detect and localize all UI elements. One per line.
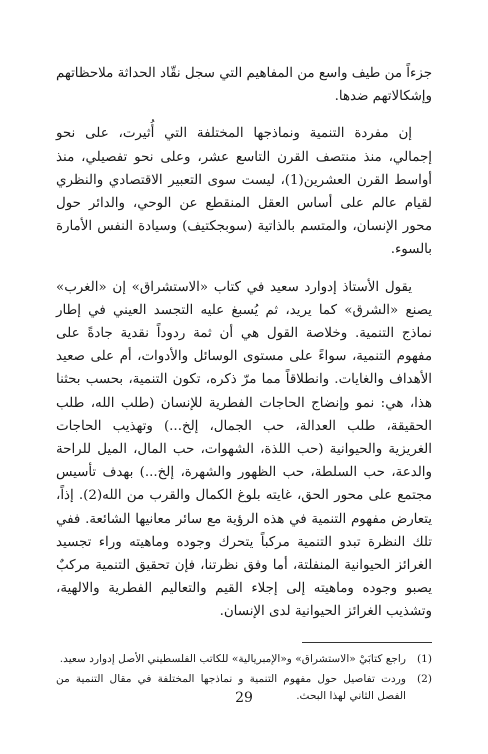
footnote-text: راجع كتابَيْ «الاستشراق» و«الإمبريالية» للكاتب الفلسطيني الأصل إدوارد سعيد. [59,652,406,665]
page-number: 29 [235,690,253,706]
paragraph-orientalism: يقول الأستاذ إدوارد سعيد في كتاب «الاستشراق» إن «الغرب» يصنع «الشرق» كما يريد، ثم يُسبغ عليه التجسد العيني في إطار نماذج التنمية. وخلاصة القول هي أن ثمة ردوداً نقدية جادةً على مفهوم التنمية، سواءً على مستوى الوسائل والأدوات، أم على صعيد الأهداف والغايات. وانطلاقاً مما مرّ ذكره، تكون التنمية، بحسب بحثنا هذا، هي: نمو وإنضاج الحاجات الفطرية للإنسان (طلب الله، طلب الحقيقة، طلب العدالة، حب الجمال، إلخ...) وتهذيب الحاجات الغريزية والحيوانية (حب اللذة، الشهوات، حب المال، الميل للراحة والدعة، حب السلطة، حب الظهور والشهرة، إلخ...) بهدف تأسيس مجتمع على محور الحق، غايته بلوغ الكمال والقرب من الله(2). إذاً، يتعارض مفهوم التنمية في هذه الرؤية مع سائر معانيها الشائعة. ففي تلك النظرة تبدو التنمية مركباً يتحرك وجوده وماهيته وراء تجسيد الغرائز الحيوانية المنفلتة، أما وفق نظرتنا، فإن تحقيق التنمية مركبٌ يصبو وجوده وماهيته إلى إجلاء القيم والتعاليم الفطرية والالهية، وتشذيب الغرائز الحيوانية لدى الإنسان. [56,279,432,620]
footnote-number: (1) [416,652,432,665]
footnote-separator [302,642,432,643]
footnote-1 [56,651,432,668]
paragraph-development-models: إن مفردة التنمية ونماذجها المختلفة التي أُثيرت، على نحو إجمالي، منذ منتصف القرن التاسع عشر، وعلى نحو تفصيلي، منذ أواسط القرن العشرين(1)، ليست سوى التعبير الاقتصادي والنظري لقيام عالم على أساس العقل المنقطع عن الوحي، والدائر حول محور الإنسان، والمتسم بالذاتية (سوبجكتيف) وسيادة النفس الأمارة بالسوء. [56,126,433,258]
paragraph-continuation: جزءاً من طيف واسع من المفاهيم التي سجل نقّاد الحداثة ملاحظاتهم وإشكالاتهم ضدها. [56,66,432,105]
footnote-number: (2) [416,672,432,685]
footnote-text: وردت تفاصيل حول مفهوم التنمية و نماذجها المختلفة في مقال التنمية من الفصل الثاني لهذا البحث. [56,672,406,702]
